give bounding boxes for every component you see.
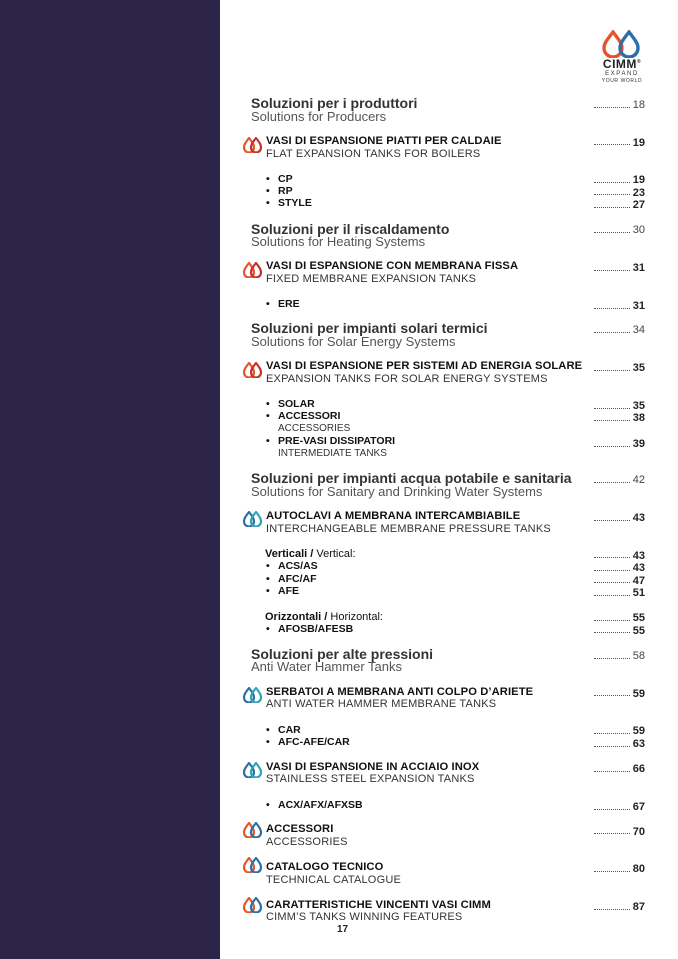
list-item[interactable]: • AFOSB/AFESB xyxy=(266,623,354,635)
section-title-en: Solutions for Heating Systems xyxy=(251,234,426,249)
section-title-it: Soluzioni per impianti acqua potabile e sanitaria xyxy=(251,470,572,486)
page-number[interactable]: 31 xyxy=(632,300,645,312)
list-item-sub: ACCESSORIES xyxy=(278,423,351,434)
page-number[interactable]: 51 xyxy=(632,587,645,599)
section-title-it: Soluzioni per il riscaldamento xyxy=(251,221,450,237)
group-title-en: FLAT EXPANSION TANKS FOR BOILERS xyxy=(266,148,481,160)
list-item[interactable]: • CAR xyxy=(266,724,301,736)
group-title-en: EXPANSION TANKS FOR SOLAR ENERGY SYSTEMS xyxy=(266,373,548,385)
group-title-en: ANTI WATER HAMMER MEMBRANE TANKS xyxy=(266,698,497,710)
sidebar-panel xyxy=(0,0,220,959)
group-title-en: TECHNICAL CATALOGUE xyxy=(266,874,402,886)
drops-icon xyxy=(243,687,263,703)
drops-icon xyxy=(243,137,263,153)
list-item[interactable]: • AFE xyxy=(266,585,299,597)
drops-icon xyxy=(243,822,263,838)
leader-dots xyxy=(594,270,630,271)
list-item[interactable]: • ACCESSORI xyxy=(266,410,341,422)
page-number[interactable]: 31 xyxy=(632,262,645,274)
page-number[interactable]: 19 xyxy=(632,174,645,186)
page-number[interactable]: 23 xyxy=(632,187,645,199)
page-number[interactable]: 34 xyxy=(632,324,645,336)
group-title-en: CIMM’S TANKS WINNING FEATURES xyxy=(266,911,463,923)
leader-dots xyxy=(594,833,630,834)
logo-tagline-1: EXPAND xyxy=(605,71,639,77)
group-title-en: FIXED MEMBRANE EXPANSION TANKS xyxy=(266,273,477,285)
leader-dots xyxy=(594,620,630,621)
page-number[interactable]: 43 xyxy=(632,512,645,524)
section-title-it: Soluzioni per i produttori xyxy=(251,95,418,111)
list-item[interactable]: • ACS/AS xyxy=(266,560,318,572)
list-item[interactable]: • AFC/AF xyxy=(266,573,317,585)
page-number[interactable]: 47 xyxy=(632,575,645,587)
page-number[interactable]: 58 xyxy=(632,650,645,662)
section-title-it: Soluzioni per impianti solari termici xyxy=(251,320,488,336)
leader-dots xyxy=(594,482,630,483)
group-title-it: VASI DI ESPANSIONE PIATTI PER CALDAIE xyxy=(266,135,502,147)
section-title-en: Solutions for Producers xyxy=(251,109,387,124)
leader-dots xyxy=(594,771,630,772)
leader-dots xyxy=(594,595,630,596)
leader-dots xyxy=(594,408,630,409)
group-title-it: SERBATOI A MEMBRANA ANTI COLPO D’ARIETE xyxy=(266,686,534,698)
subgroup-heading: Orizzontali / Horizontal: xyxy=(265,611,383,623)
drops-icon xyxy=(243,762,263,778)
section-title-it: Soluzioni per alte pressioni xyxy=(251,646,434,662)
leader-dots xyxy=(594,332,630,333)
page-number[interactable]: 35 xyxy=(632,400,645,412)
group-title-it: ACCESSORI xyxy=(266,823,334,835)
page-number[interactable]: 35 xyxy=(632,362,645,374)
logo-tagline-2: YOUR WORLD xyxy=(601,78,643,84)
group-title-it: VASI DI ESPANSIONE IN ACCIAIO INOX xyxy=(266,761,480,773)
page-number[interactable]: 55 xyxy=(632,612,645,624)
list-item[interactable]: • SOLAR xyxy=(266,398,315,410)
section-title-en: Solutions for Sanitary and Drinking Water Systems xyxy=(251,484,543,499)
page-number[interactable]: 38 xyxy=(632,412,645,424)
page-number[interactable]: 30 xyxy=(632,224,645,236)
leader-dots xyxy=(594,182,630,183)
leader-dots xyxy=(594,695,630,696)
leader-dots xyxy=(594,570,630,571)
page-number[interactable]: 18 xyxy=(632,99,645,111)
page-number[interactable]: 19 xyxy=(632,137,645,149)
group-title-en: ACCESSORIES xyxy=(266,836,348,848)
list-item[interactable]: • PRE-VASI DISSIPATORI xyxy=(266,435,396,447)
page-number[interactable]: 66 xyxy=(632,763,645,775)
page-number[interactable]: 42 xyxy=(632,474,645,486)
drops-icon xyxy=(243,262,263,278)
list-item[interactable]: • AFC-AFE/CAR xyxy=(266,736,350,748)
page-number[interactable]: 59 xyxy=(632,725,645,737)
list-item[interactable]: • ACX/AFX/AFXSB xyxy=(266,799,363,811)
page-number[interactable]: 55 xyxy=(632,625,645,637)
page-number[interactable]: 67 xyxy=(632,801,645,813)
cimm-logo xyxy=(598,30,648,90)
group-title-it: VASI DI ESPANSIONE CON MEMBRANA FISSA xyxy=(266,260,519,272)
leader-dots xyxy=(594,308,630,309)
drops-icon xyxy=(243,857,263,873)
leader-dots xyxy=(594,658,630,659)
leader-dots xyxy=(594,746,630,747)
subgroup-heading: Verticali / Vertical: xyxy=(265,548,356,560)
group-title-it: CARATTERISTICHE VINCENTI VASI CIMM xyxy=(266,899,491,911)
list-item[interactable]: • ERE xyxy=(266,298,300,310)
group-title-en: STAINLESS STEEL EXPANSION TANKS xyxy=(266,773,475,785)
leader-dots xyxy=(594,232,630,233)
leader-dots xyxy=(594,194,630,195)
page-folio: 17 xyxy=(337,924,349,935)
page-number[interactable]: 39 xyxy=(632,438,645,450)
leader-dots xyxy=(594,520,630,521)
drops-icon xyxy=(243,897,263,913)
leader-dots xyxy=(594,107,630,108)
list-item-sub: INTERMEDIATE TANKS xyxy=(278,448,387,459)
group-title-it: VASI DI ESPANSIONE PER SISTEMI AD ENERGIA SOLARE xyxy=(266,360,583,372)
leader-dots xyxy=(594,370,630,371)
page-number[interactable]: 59 xyxy=(632,688,645,700)
page-number[interactable]: 27 xyxy=(632,199,645,211)
list-item[interactable]: • RP xyxy=(266,185,293,197)
group-title-it: CATALOGO TECNICO xyxy=(266,861,384,873)
leader-dots xyxy=(594,809,630,810)
page-number[interactable]: 87 xyxy=(632,901,645,913)
group-title-it: AUTOCLAVI A MEMBRANA INTERCAMBIABILE xyxy=(266,510,521,522)
list-item[interactable]: • STYLE xyxy=(266,197,312,209)
leader-dots xyxy=(594,909,630,910)
drops-icon xyxy=(243,511,263,527)
page-number[interactable]: 70 xyxy=(632,826,645,838)
leader-dots xyxy=(594,420,630,421)
page-number[interactable]: 63 xyxy=(632,738,645,750)
page-number[interactable]: 43 xyxy=(632,562,645,574)
group-title-en: INTERCHANGEABLE MEMBRANE PRESSURE TANKS xyxy=(266,523,551,535)
page-number[interactable]: 43 xyxy=(632,550,645,562)
leader-dots xyxy=(594,733,630,734)
section-title-en: Solutions for Solar Energy Systems xyxy=(251,334,456,349)
leader-dots xyxy=(594,207,630,208)
page-number[interactable]: 80 xyxy=(632,863,645,875)
leader-dots xyxy=(594,446,630,447)
drops-icon xyxy=(243,362,263,378)
logo-drops-icon xyxy=(601,30,643,58)
list-item[interactable]: • CP xyxy=(266,173,293,185)
leader-dots xyxy=(594,557,630,558)
leader-dots xyxy=(594,632,630,633)
leader-dots xyxy=(594,144,630,145)
leader-dots xyxy=(594,871,630,872)
section-title-en: Anti Water Hammer Tanks xyxy=(251,659,402,674)
logo-brand: CIMM® xyxy=(602,57,642,71)
leader-dots xyxy=(594,582,630,583)
